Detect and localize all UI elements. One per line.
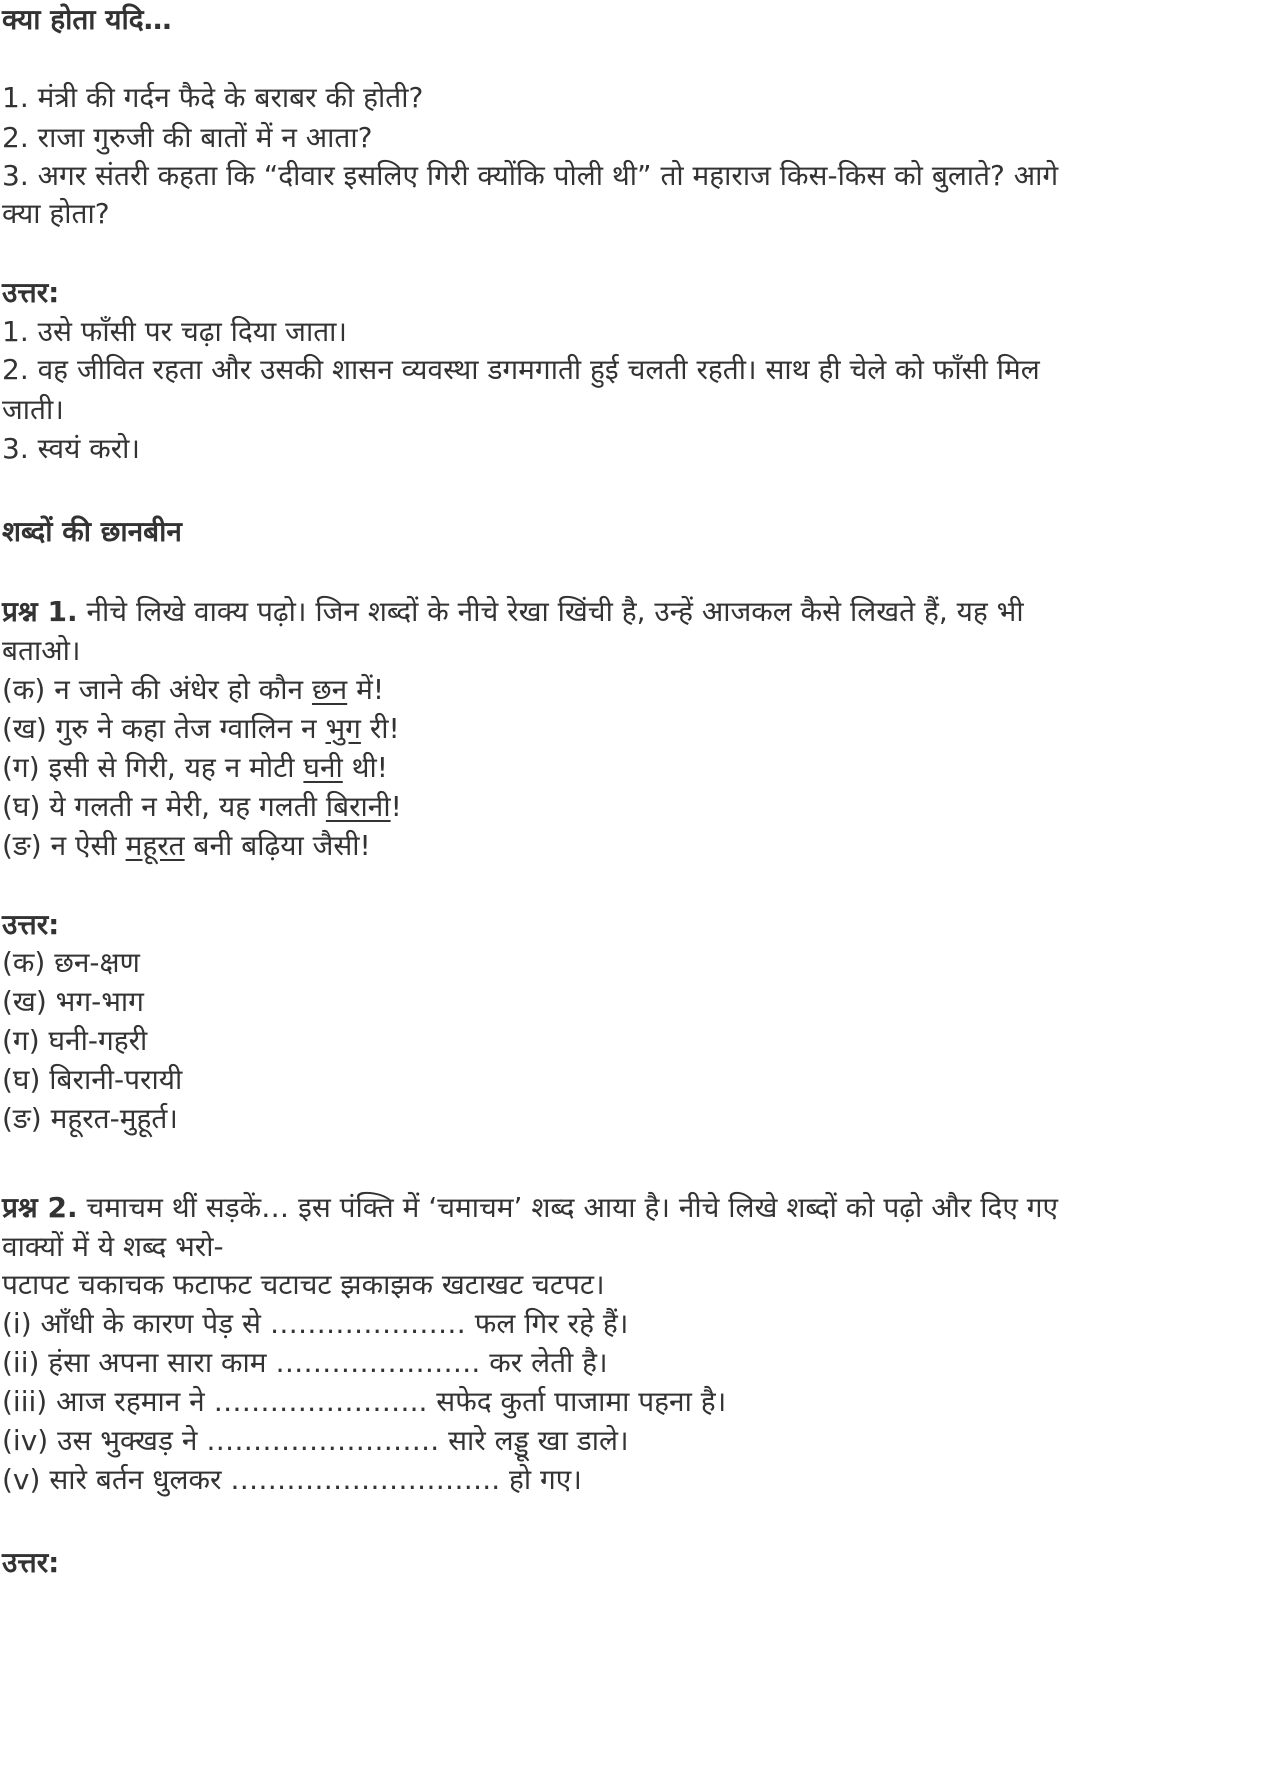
answer-3: 3. स्वयं करो। [2,432,141,465]
question-3-continued: क्या होता? [2,197,110,230]
question-2: 2. राजा गुरुजी की बातों में न आता? [2,121,373,154]
q1-answer-ga: (ग) घनी-गहरी [2,1024,148,1057]
q2-blank-ii: (ii) हंसा अपना सारा काम …………………. कर लेती है। [2,1346,608,1379]
q2-text [2,1188,1058,1228]
q1-item-nga: (ङ) न ऐसी महूरत बनी बढ़िया जैसी! [2,829,371,862]
answer-2: 2. वह जीवित रहता और उसकी शासन व्यवस्था डगमगाती हुई चलती रहती। साथ ही चेले को फाँसी मिल [2,353,1040,386]
question-3: 3. अगर संतरी कहता कि “दीवार इसलिए गिरी क्योंकि पोली थी” तो महाराज किस-किस को बुलाते? आगे [2,159,1059,192]
underlined-word: घनी [303,751,343,784]
q1-answer-kha: (ख) भग-भाग [2,985,144,1018]
q1-answer-label: उत्तर: [2,908,60,941]
answer-2-continued: जाती। [2,393,64,426]
q1-item-ga: (ग) इसी से गिरी, यह न मोटी घनी थी! [2,751,389,784]
underlined-word: छन [312,673,348,706]
q2-blank-iii: (iii) आज रहमान ने ………………….. सफेद कुर्ता पाजामा पहना है। [2,1385,727,1418]
q2-blank-i: (i) आँधी के कारण पेड़ से ………………… फल गिर रहे हैं। [2,1307,629,1340]
q1-text-line2: बताओ। [2,634,81,667]
underlined-word: महूरत [125,829,185,862]
section-title-words: शब्दों की छानबीन [2,515,182,548]
q2-answer-label: उत्तर: [2,1546,60,1579]
section-title-what-if: क्या होता यदि… [2,3,172,36]
question-1: 1. मंत्री की गर्दन फैदे के बराबर की होती? [2,81,424,114]
q1-answer-nga: (ङ) महूरत-मुहूर्त। [2,1102,178,1135]
q1-text [2,592,1024,632]
q1-answer-ka: (क) छन-क्षण [2,946,140,979]
q1-label: प्रश्न 1. [2,595,78,628]
underlined-word: बिरानी [325,790,391,823]
q1-item-ka: (क) न जाने की अंधेर हो कौन छन में! [2,673,385,706]
answer-label: उत्तर: [2,276,60,309]
q2-blank-iv: (iv) उस भुक्खड़ ने ……………………. सारे लड्डू खा डाले। [2,1424,629,1457]
q1-text-line1: नीचे लिखे वाक्य पढ़ो। जिन शब्दों के नीचे रेखा खिंची है, उन्हें आजकल कैसे लिखते हैं, यह भी [77,595,1024,628]
q2-blank-v: (v) सारे बर्तन धुलकर ……………………….. हो गए। [2,1463,582,1496]
q2-word-list: पटापट चकाचक फटाफट चटाचट झकाझक खटाखट चटपट। [2,1268,605,1301]
answer-1: 1. उसे फाँसी पर चढ़ा दिया जाता। [2,315,348,348]
q1-item-kha: (ख) गुरु ने कहा तेज ग्वालिन न भुग री! [2,712,400,745]
q2-label: प्रश्न 2. [2,1191,78,1224]
q2-text-line1: चमाचम थीं सड़कें… इस पंक्ति में ‘चमाचम’ शब्द आया है। नीचे लिखे शब्दों को पढ़ो और दिए गए [77,1191,1058,1224]
q1-item-gha: (घ) ये गलती न मेरी, यह गलती बिरानी! [2,790,402,823]
underlined-word: भुग [325,712,361,745]
q1-answer-gha: (घ) बिरानी-परायी [2,1063,183,1096]
q2-text-line2: वाक्यों में ये शब्द भरो- [2,1230,224,1263]
